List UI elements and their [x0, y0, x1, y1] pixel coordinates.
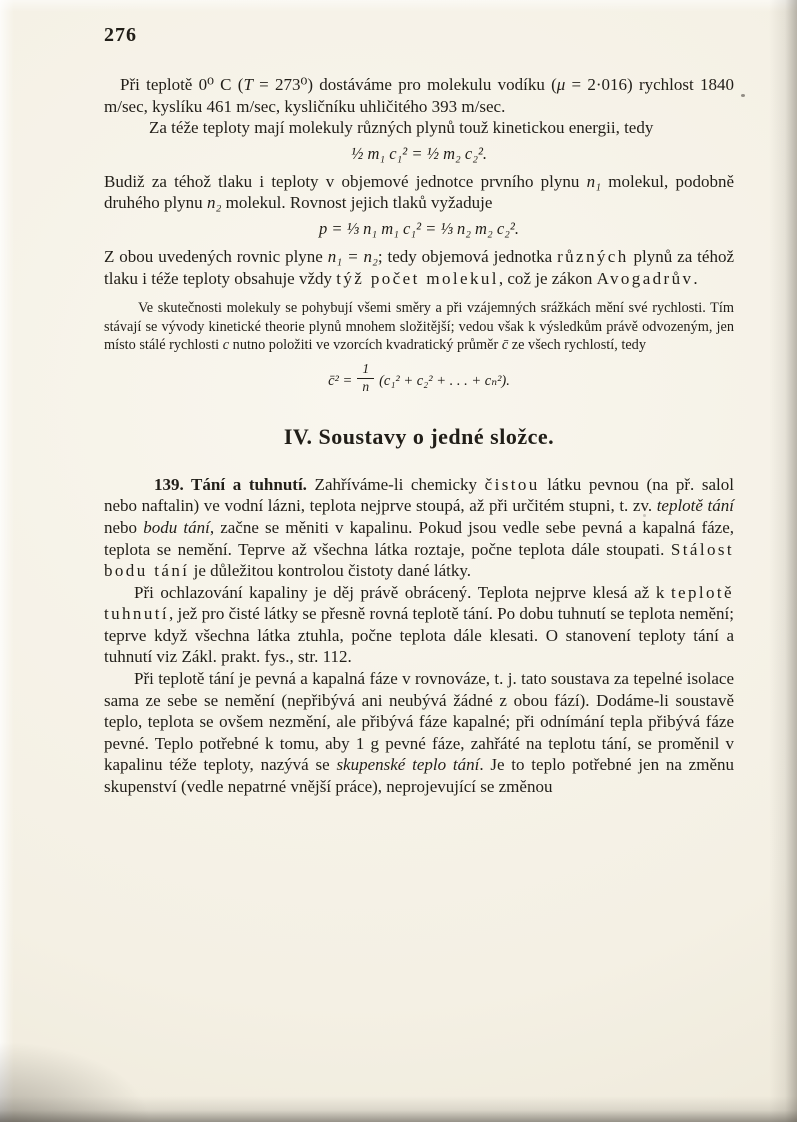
- paragraph-equilibrium: Při teplotě tání je pevná a kapalná fáze v rovnováze, t. j. tato soustava za tepelné isolace sama ze sebe se nemění (nepřibývá ani neubývá žádné z obou fází). Dodáme-li soustavě teplo, teplota se ovšem nezmění, ale přibývá fáze kapalné; při odnímání tepla přibývá fáze pevné. Teplo potřebné k tomu, aby 1 g pevné fáze, zahřáté na teplotu tání, se proměnil v kapalinu téže teploty, nazývá se skupenské teplo tání. Je to teplo potřebné jen na změnu skupenství (vedle nepatrné vnější práce), neprojevující se změnou: [104, 669, 734, 797]
- formula-pressure: p = ⅓ n₁ m₁ c₁² = ⅓ n₂ m₂ c₂².: [319, 218, 519, 238]
- paragraph-cooling: Při ochlazování kapaliny je děj právě obrácený. Teplota nejprve klesá až k teplotě tuhnutí, jež pro čisté látky se přesně rovná teplotě tání. Po dobu tuhnutí se teplota nemění; teprve když všechna látka ztuhla, počne teplota dále klesati. O stanovení teploty tání a tuhnutí viz Zákl. prakt. fys., str. 112.: [104, 582, 734, 667]
- scan-speck: [741, 94, 745, 97]
- formula-kinetic-energy: ½ m₁ c₁² = ½ m₂ c₂².: [350, 143, 488, 163]
- smallprint-block: [104, 299, 734, 394]
- section-heading: IV. Soustavy o jedné složce.: [283, 423, 555, 449]
- paragraph-avogadro-law: Z obou uvedených rovnic plyne n₁ = n₂; tedy objemová jednotka různých plynů za téhož tlaku i téže teploty obsahuje vždy týž počet molekul, což je zákon Avogadrův.: [104, 246, 734, 288]
- fraction: $\frac{1}{n}$: [357, 362, 374, 393]
- section-number-label: 139. Tání a tuhnutí.: [154, 474, 307, 494]
- paragraph-melting-intro: 139. Tání a tuhnutí. Zahříváme-li chemicky čistou látku pevnou (na př. salol nebo naftalin) ve vodní lázni, teplota nejprve stoupá, až při určitém stupni, t. zv. teplotě tání nebo bodu tání, začne se měniti v kapalinu. Pokud jsou vedle sebe pevná a kapalná fáze, teplota se nemění. Teprve až všechna látka roztaje, počne teplota dále stoupati. Stálost bodu tání je důležitou kontrolou čistoty dané látky.: [104, 474, 734, 581]
- paragraph-pressure-equality: Budiž za téhož tlaku i teploty v objemové jednotce prvního plynu n₁ molekul, podobně druhého plynu n₂ molekul. Rovnost jejich tlaků vyžaduje: [104, 171, 735, 213]
- paragraph-kinetic-energy: Za téže teploty mají molekuly různých plynů touž kinetickou energii, tedy: [149, 118, 654, 138]
- page-number: 276: [104, 24, 137, 46]
- paragraph-molecular-speeds: Při teplotě 0⁰ C (T = 273⁰) dostáváme pro molekulu vodíku (μ = 2·016) rychlost 1840 m/sec, kyslíku 461 m/sec, kysličníku uhličitého 393 m/sec.: [104, 75, 735, 116]
- text-block: [104, 74, 734, 798]
- formula-mean-square-velocity: c̄² = $\frac{1}{n}$ (c₁² + c₂² + . . . + cₙ²).: [328, 361, 510, 394]
- smallprint-mean-velocity: Ve skutečnosti molekuly se pohybují všemi směry a při vzájemných srážkách mění své rychlosti. Tím stávají se vývody kinetické theorie plynů mnohem složitější; vedou však k výsledkům právě odvozeným, jen místo stálé rychlosti c nutno položiti ve vzorcích kvadratický průměr c̄ ze všech rychlostí, tedy: [104, 300, 734, 353]
